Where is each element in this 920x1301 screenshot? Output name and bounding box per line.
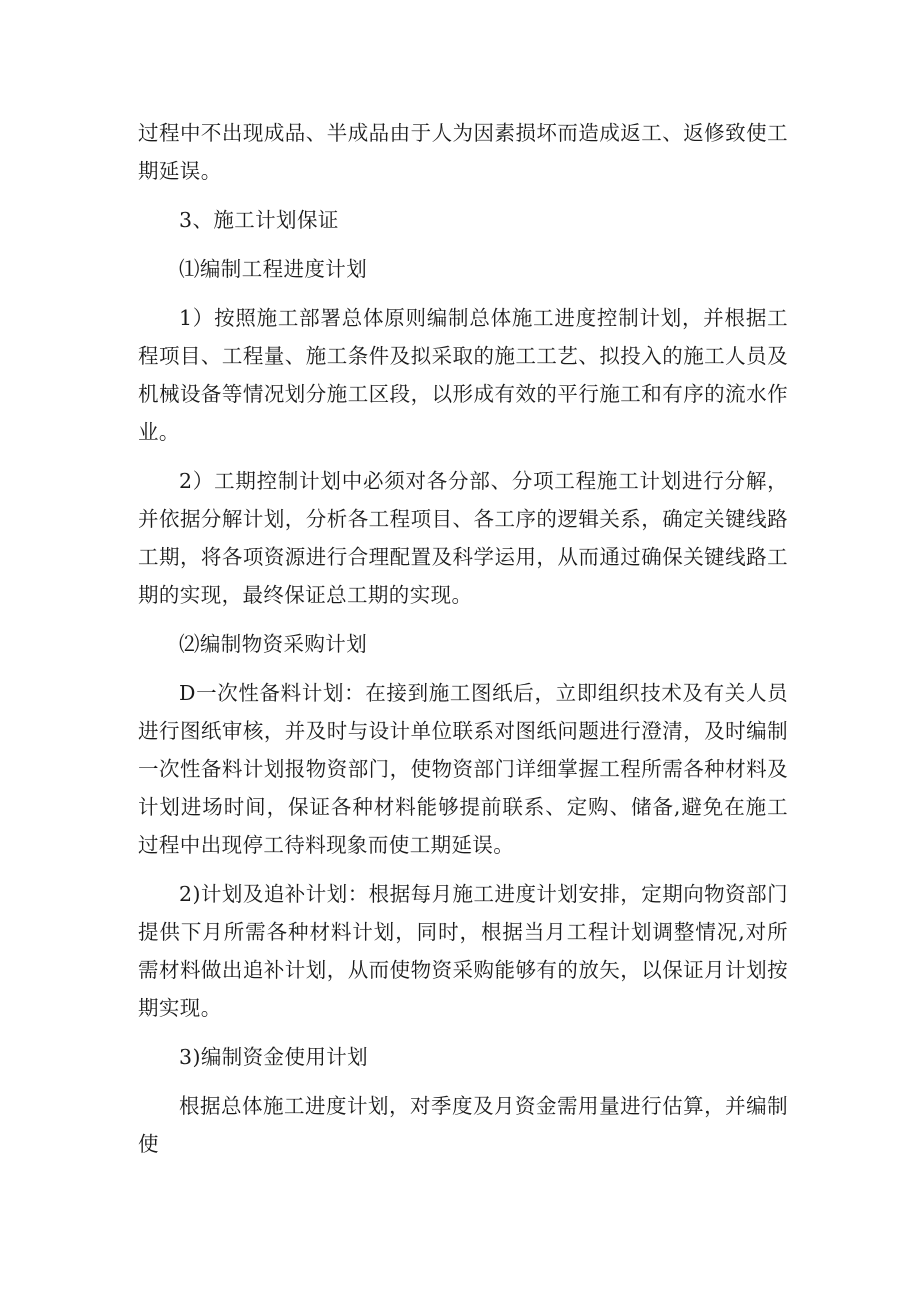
- paragraph-schedule-item-1: 1）按照施工部署总体原则编制总体施工进度控制计划，并根据工程项目、工程量、施工条件及拟采取的施工工艺、拟投入的施工人员及机械设备等情况划分施工区段，以形成有效的平行施工和有序的流水作业。: [138, 306, 788, 444]
- paragraph-material-item-1: D一次性备料计划：在接到施工图纸后，立即组织技术及有关人员进行图纸审核，并及时与设计单位联系对图纸问题进行澄清，及时编制一次性备料计划报物资部门，使物资部门详细掌握工程所需各种材料及计划进场时间，保证各种材料能够提前联系、定购、储备,避免在施工过程中出现停工待料现象而使工期延误。: [138, 681, 788, 857]
- section-heading-construction-plan: 3、施工计划保证: [179, 208, 339, 232]
- subheading-schedule-plan: ⑴编制工程进度计划: [179, 257, 368, 281]
- paragraph-material-item-2: 2)计划及追补计划：根据每月施工进度计划安排，定期向物资部门提供下月所需各种材料计划，同时，根据当月工程计划调整情况,对所需材料做出追补计划，从而使物资采购能够有的放矢，以保证月计划按期实现。: [138, 882, 788, 1020]
- subheading-material-plan: ⑵编制物资采购计划: [179, 632, 368, 656]
- paragraph-continuation: 过程中不出现成品、半成品由于人为因素损坏而造成返工、返修致使工期延误。: [138, 121, 788, 183]
- subheading-funding-plan: 3)编制资金使用计划: [179, 1045, 369, 1069]
- paragraph-schedule-item-2: 2）工期控制计划中必须对各分部、分项工程施工计划进行分解，并依据分解计划，分析各工程项目、各工序的逻辑关系，确定关键线路工期，将各项资源进行合理配置及科学运用，从而通过确保关键线路工期的实现，最终保证总工期的实现。: [138, 469, 788, 607]
- paragraph-funding-item: 根据总体施工进度计划，对季度及月资金需用量进行估算，并编制使: [138, 1094, 788, 1156]
- document-body: [138, 114, 788, 1174]
